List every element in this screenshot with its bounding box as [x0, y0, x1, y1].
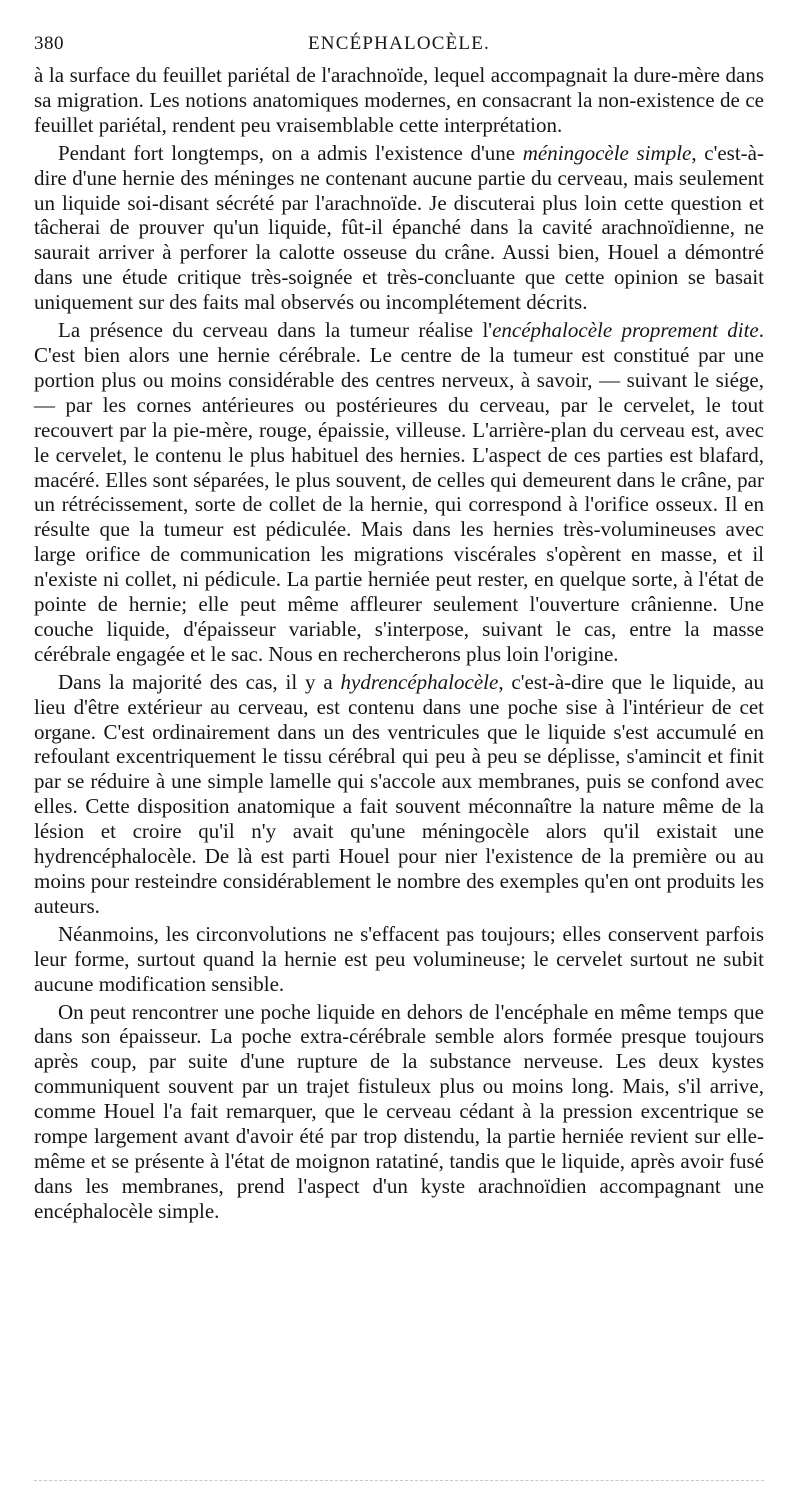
paragraph-encephalocele-proprement-dite [34, 318, 764, 667]
paragraph-text: On peut rencontrer une poche liquide en dehors de l'encéphale en même temps que dans son épaisseur. La poche extra-cérébrale semble alors formée presque toujours après coup, par suite d'une rupture de la substance nerveuse. Les deux kystes communiquent souvent par un trajet fistuleux plus ou moins long. Mais, s'il arrive, comme Houel l'a fait remarquer, que le cerveau cédant à la pression excentrique se rompe largement avant d'avoir été par trop distendu, la partie herniée revient sur elle-même et se présente à l'état de moignon ratatiné, tandis que le liquide, après avoir fusé dans les membranes, prend l'aspect d'un kyste arachnoïdien accompagnant une encéphalocèle simple. [34, 999, 764, 1223]
running-head [34, 33, 764, 57]
paragraph-poche-liquide [34, 1000, 764, 1224]
term-meningocele-simple: méningocèle simple [522, 140, 692, 165]
paragraph-continuation [34, 63, 764, 138]
paragraph-text: . C'est bien alors une hernie cérébrale. Le centre de la tumeur est constitué par une portion plus ou moins considérable des centres nerveux, à savoir, — suivant le siége, — par les cornes antérieures ou postérieures du cerveau, par le cervelet, le tout recouvert par la pie-mère, rouge, épaissie, villeuse. L'arrière-plan du cerveau est, avec le cervelet, le contenu le plus habituel des hernies. L'aspect de ces parties est blafard, macéré. Elles sont séparées, le plus souvent, de celles qui demeurent dans le crâne, par un rétrécissement, sorte de collet de la hernie, qui correspond à l'orifice osseux. Il en résulte que la tumeur est pédiculée. Mais dans les hernies très-volumineuses avec large orifice de communication les migrations viscérales s'opèrent en masse, et il n'existe ni collet, ni pédicule. La partie herniée peut rester, en quelque sorte, à l'état de pointe de hernie; elle peut même affleurer seulement l'ouverture crânienne. Une couche liquide, d'épaisseur variable, s'interpose, suivant le cas, entre la masse cérébrale engagée et le sac. Nous en rechercherons plus loin l'origine. [34, 318, 765, 666]
body-text [34, 63, 764, 1227]
paragraph-text: , c'est-à-dire d'une hernie des méninges ne contenant aucune partie du cerveau, mais seulement un liquide soi-disant sécrété par l'arachnoïde. Je discuterai plus loin cette question et tâcherai de prouver qu'un liquide, fût-il épanché dans la cavité arachnoïdienne, ne saurait arriver à perforer la calotte osseuse du crâne. Aussi bien, Houel a démontré dans une étude critique très-soignée et très-concluante que cette opinion se basait uniquement sur des faits mal observés ou incomplétement décrits. [34, 140, 764, 315]
paragraph-circonvolutions [34, 922, 764, 997]
running-title: ENCÉPHALOCÈLE. [308, 33, 490, 54]
paragraph-text: à la surface du feuillet pariétal de l'arachnoïde, lequel accompagnait la dure-mère dans sa migration. Les notions anatomiques modernes, en consacrant la non-existence de ce feuillet pariétal, rendent peu vraisemblable cette interprétation. [34, 63, 764, 137]
paragraph-text: La présence du cerveau dans la tumeur réalise l' [58, 318, 493, 343]
paragraph-text: , c'est-à-dire que le liquide, au lieu d'être extérieur au cerveau, est contenu dans une poche sise à l'intérieur de cet organe. C'est ordinairement dans un des ventricules que le liquide s'est accumulé en refoulant excentriquement le tissu cérébral qui peu à peu se déplisse, s'amincit et finit par se réduire à une simple lamelle qui s'accole aux membranes, puis se confond avec elles. Cette disposition anatomique a fait souvent méconnaître la nature même de la lésion et croire qu'il n'y avait qu'une méningocèle alors qu'il existait une hydrencéphalocèle. De là est parti Houel pour nier l'existence de la première ou au moins pour resteindre considérablement le nombre des exemples qu'en ont produits les auteurs. [34, 669, 764, 918]
page-number: 380 [34, 33, 64, 54]
footer-rule [34, 1480, 764, 1481]
paragraph-hydrencephalocele [34, 670, 764, 919]
paragraph-text: Pendant fort longtemps, on a admis l'existence d'une [58, 140, 523, 165]
term-encephalocele-proprement-dite: encéphalocèle proprement dite [492, 318, 759, 343]
term-hydrencephalocele: hydrencéphalocèle [340, 669, 499, 694]
paragraph-text: Néanmoins, les circonvolutions ne s'effacent pas toujours; elles conservent parfois leur forme, surtout quand la hernie est peu volumineuse; le cervelet surtout ne subit aucune modification sensible. [34, 921, 764, 996]
paragraph-meningocele-simple [34, 141, 764, 315]
paragraph-text: Dans la majorité des cas, il y a [58, 669, 341, 694]
